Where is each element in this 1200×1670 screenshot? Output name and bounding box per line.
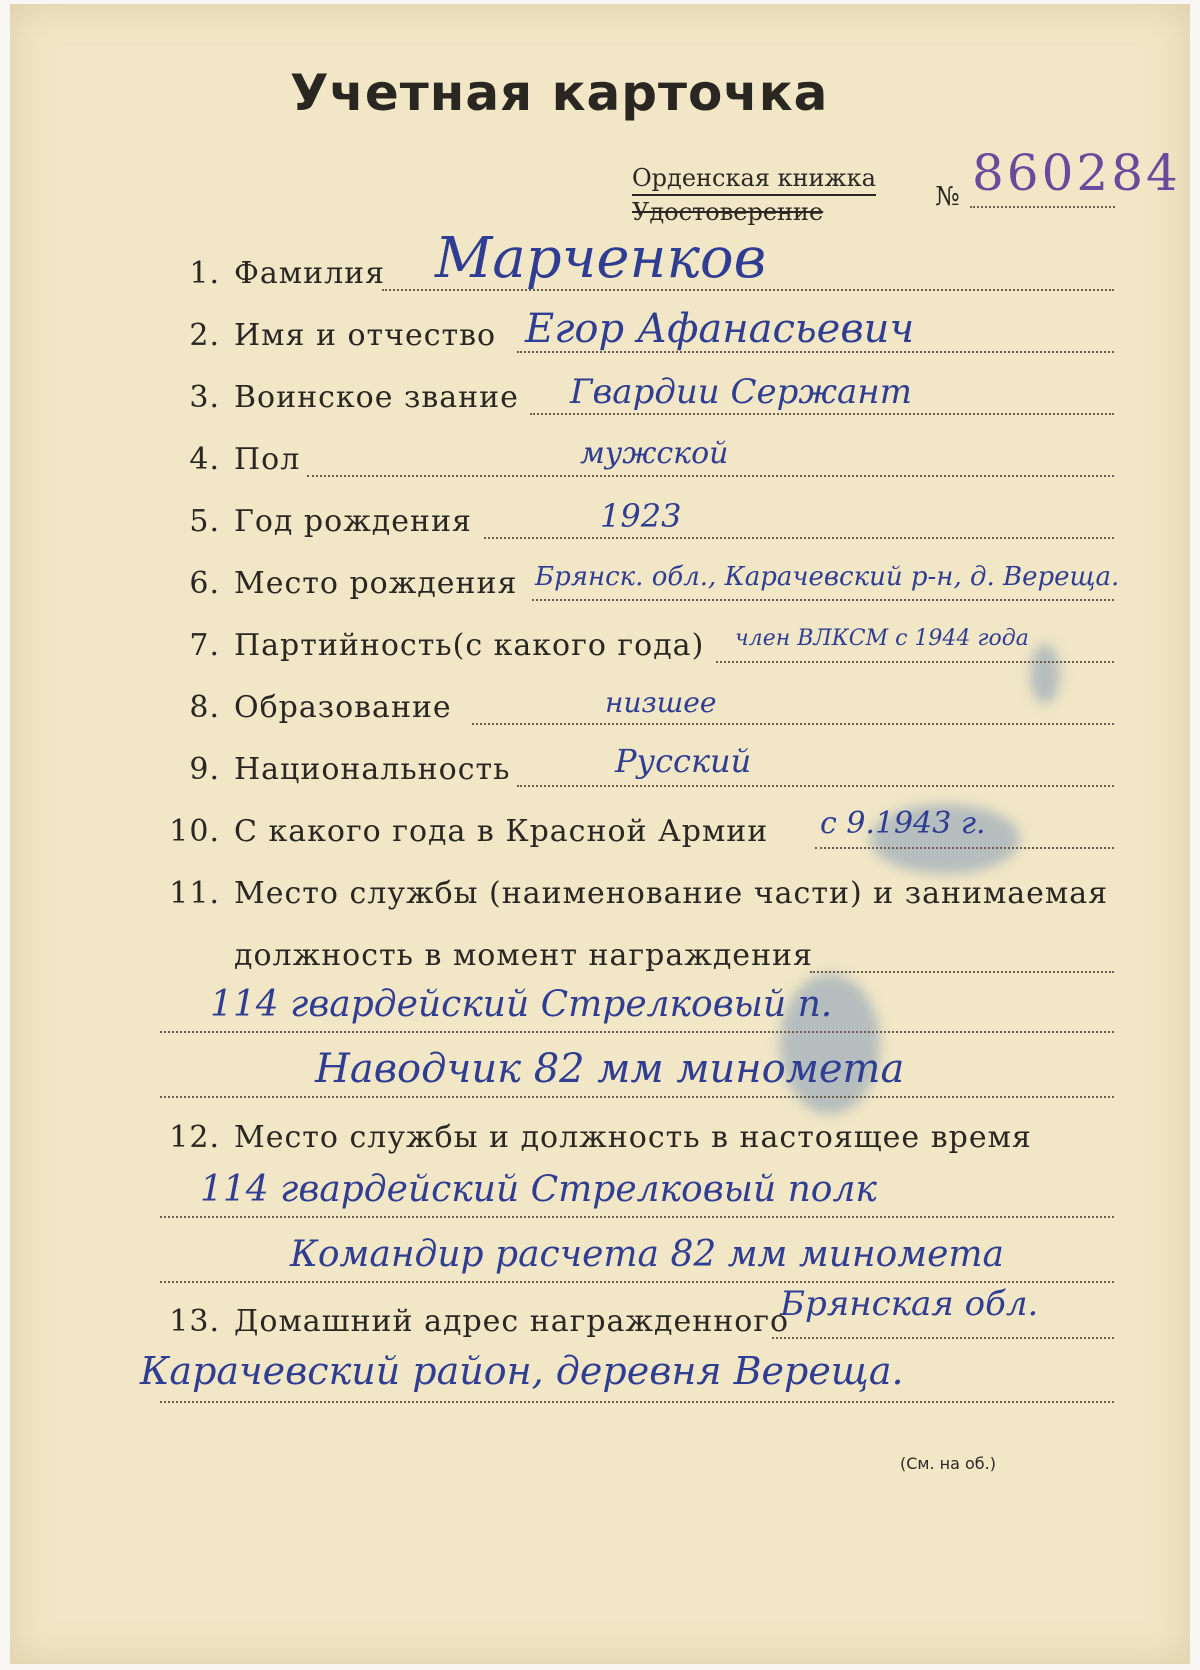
field-label: Место службы (наименование части) и занимаемая	[234, 876, 1109, 911]
field-number: 1.	[189, 256, 220, 291]
fill-line	[815, 847, 1114, 849]
service-at-award-value-1: 114 гвардейский Стрелковый п.	[210, 984, 833, 1025]
fill-line	[530, 413, 1114, 415]
home-address-value-1: Брянская обл.	[780, 1284, 1039, 1324]
doc-type-certificate-struck: Удостоверение	[632, 198, 824, 226]
field-number: 12.	[169, 1120, 220, 1155]
home-address-value-2: Карачевский район, деревня Вереща.	[140, 1349, 904, 1393]
field-label: Национальность	[234, 752, 511, 787]
birth-place-value: Брянск. обл., Карачевский р-н, д. Вереща.	[535, 562, 1120, 592]
field-army-since	[160, 814, 768, 849]
birth-year-value: 1923	[600, 497, 682, 535]
field-education	[160, 690, 452, 725]
document-title: Учетная карточка	[290, 64, 829, 122]
see-reverse-note: (См. на об.)	[900, 1454, 996, 1473]
field-label: С какого года в Красной Армии	[234, 814, 769, 849]
field-label: Образование	[234, 690, 452, 725]
nationality-value: Русский	[615, 742, 752, 780]
field-number: 2.	[189, 318, 220, 353]
field-number: 8.	[189, 690, 220, 725]
fill-line	[160, 1031, 1114, 1033]
fill-line	[160, 1281, 1114, 1283]
army-since-value: с 9.1943 г.	[820, 806, 986, 841]
current-service-value-2: Командир расчета 82 мм миномета	[290, 1234, 1005, 1275]
field-birth-place	[160, 566, 517, 601]
field-number: 3.	[189, 380, 220, 415]
rank-value: Гвардии Сержант	[570, 372, 912, 412]
field-number: 5.	[189, 504, 220, 539]
field-label: Фамилия	[234, 256, 386, 291]
field-military-rank	[160, 380, 519, 415]
record-card	[10, 4, 1190, 1664]
fill-line	[160, 1096, 1114, 1098]
fill-line	[307, 475, 1114, 477]
field-name-patronymic	[160, 318, 496, 353]
education-value: низшее	[605, 686, 717, 719]
field-current-service	[160, 1120, 1032, 1155]
name-value: Егор Афанасьевич	[525, 306, 915, 352]
field-number: 4.	[189, 442, 220, 477]
field-label: Домашний адрес награжденного	[234, 1304, 790, 1339]
field-number: 7.	[189, 628, 220, 663]
doc-type-order-book: Орденская книжка	[632, 164, 876, 196]
fill-line	[160, 1401, 1114, 1403]
field-surname	[160, 256, 385, 291]
order-book-number: 860284	[972, 144, 1181, 202]
fill-line	[160, 1216, 1114, 1218]
sex-value: мужской	[580, 436, 729, 471]
fill-line	[772, 1337, 1114, 1339]
field-label-continued: должность в момент награждения	[234, 938, 813, 973]
current-service-value-1: 114 гвардейский Стрелковый полк	[200, 1169, 877, 1210]
document-type	[632, 164, 876, 226]
number-sign: №	[935, 182, 960, 212]
field-number: 6.	[189, 566, 220, 601]
field-nationality	[160, 752, 510, 787]
field-label: Место рождения	[234, 566, 518, 601]
field-number: 11.	[169, 876, 220, 911]
field-label: Имя и отчество	[234, 318, 497, 353]
fill-line	[810, 971, 1114, 973]
field-number: 9.	[189, 752, 220, 787]
field-number: 10.	[169, 814, 220, 849]
surname-value: Марченков	[435, 226, 767, 291]
field-service-at-award	[160, 876, 1108, 911]
number-line	[970, 206, 1115, 208]
fill-line	[517, 785, 1114, 787]
fill-line	[532, 599, 1114, 601]
field-label: Год рождения	[234, 504, 472, 539]
field-party-membership	[160, 628, 704, 663]
fill-line	[716, 661, 1114, 663]
service-at-award-value-2: Наводчик 82 мм миномета	[315, 1046, 905, 1092]
field-label: Место службы и должность в настоящее время	[234, 1120, 1032, 1155]
field-label: Пол	[234, 442, 301, 477]
field-birth-year	[160, 504, 472, 539]
fill-line	[472, 723, 1114, 725]
ink-stain	[1030, 644, 1060, 704]
field-home-address	[160, 1304, 789, 1339]
field-sex	[160, 442, 300, 477]
field-label: Воинское звание	[234, 380, 519, 415]
party-value: член ВЛКСМ с 1944 года	[735, 626, 1029, 651]
field-label: Партийность(с какого года)	[234, 628, 705, 663]
field-number: 13.	[169, 1304, 220, 1339]
fill-line	[484, 537, 1114, 539]
